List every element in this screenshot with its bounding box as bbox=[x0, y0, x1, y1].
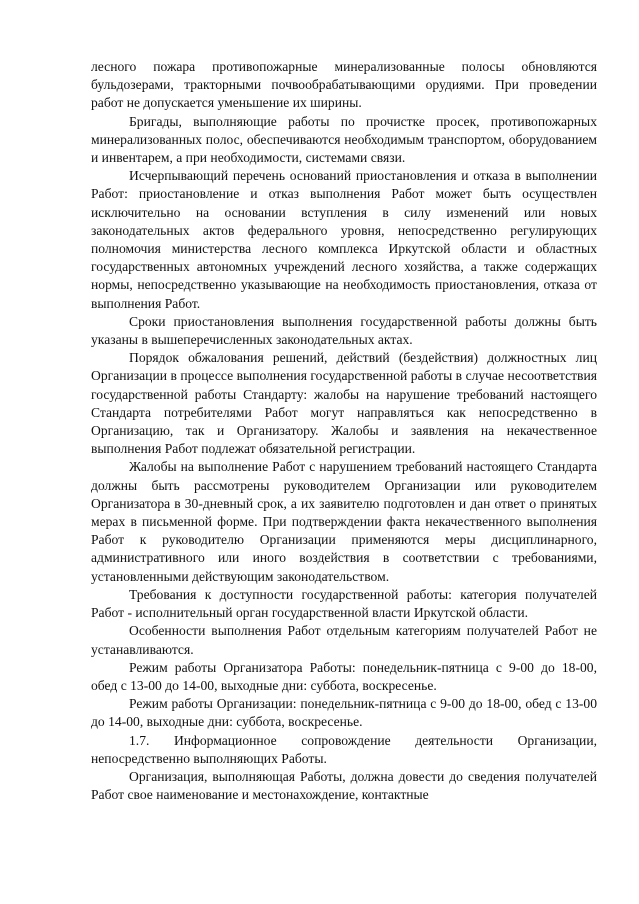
paragraph-appeal-procedure: Порядок обжалования решений, действий (бездействия) должностных лиц Организации в процессе выполнения государственной работы в случае несоответствия государственной работы Стандарту: жалобы на нарушение требований настоящего Стандарта потребителями Работ могут направляться как непосредственно в Организацию, так и Организатору. Жалобы и заявления на некачественное выполнения Работ подлежат обязательной регистрации. bbox=[91, 350, 597, 457]
paragraph-accessibility: Требования к доступности государственной работы: категория получателей Работ - исполнительный орган государственной власти Иркутской области. bbox=[91, 586, 597, 621]
paragraph-brigades: Бригады, выполняющие работы по прочистке просек, противопожарных минерализованных полос, обеспечиваются необходимым транспортом, оборудованием и инвентарем, а при необходимости, системами связи. bbox=[91, 113, 597, 166]
section-heading-1-7: 1.7. Информационное сопровождение деятельности Организации, непосредственно выполняющих Работы. bbox=[91, 732, 597, 766]
paragraph-complaints-review: Жалобы на выполнение Работ с нарушением требований настоящего Стандарта должны быть рассмотрены руководителем Организации или руководителем Организатора в 30-дневный срок, а их заявителю подготовлен и дан ответ о принятых мерах в письменной форме. При подтверждении факта некачественного выполнения Работ к руководителю Организации применяются меры дисциплинарного, административного или иного воздействия в соответствии с требованиями, установленными действующим законодательством. bbox=[91, 459, 597, 584]
paragraph-special-categories: Особенности выполнения Работ отдельным категориям получателей Работ не устанавливаются. bbox=[91, 623, 597, 657]
paragraph-information-duty: Организация, выполняющая Работы, должна довести до сведения получателей Работ свое наименование и местонахождение, контактные bbox=[91, 768, 597, 803]
document-body bbox=[91, 58, 597, 804]
paragraph-organizer-hours: Режим работы Организатора Работы: понедельник-пятница с 9-00 до 18-00, обед с 13-00 до 14-00, выходные дни: суббота, воскресенье. bbox=[91, 659, 597, 693]
paragraph-suspension-grounds: Исчерпывающий перечень оснований приостановления и отказа в выполнении Работ: приостановление и отказ выполнения Работ может быть осуществлен исключительно на основании вступления в силу изменений или новых законодательных актов федерального уровня, непосредственно регулирующих полномочия министерства лесного комплекса Иркутской области и областных государственных автономных учреждений лесного хозяйства, а также содержащих нормы, непосредственно указывающие на необходимость приостановления, отказа от выполнения Работ. bbox=[91, 168, 597, 311]
paragraph-organization-hours: Режим работы Организации: понедельник-пятница с 9-00 до 18-00, обед с 13-00 до 14-00, выходные дни: суббота, воскресенье. bbox=[91, 696, 597, 730]
paragraph-fire-strips-continued: лесного пожара противопожарные минерализованные полосы обновляются бульдозерами, тракторными почвообрабатывающими орудиями. При проведении работ не допускается уменьшение их ширины. bbox=[91, 59, 597, 111]
paragraph-suspension-terms: Сроки приостановления выполнения государственной работы должны быть указаны в вышеперечисленных законодательных актах. bbox=[91, 313, 597, 348]
